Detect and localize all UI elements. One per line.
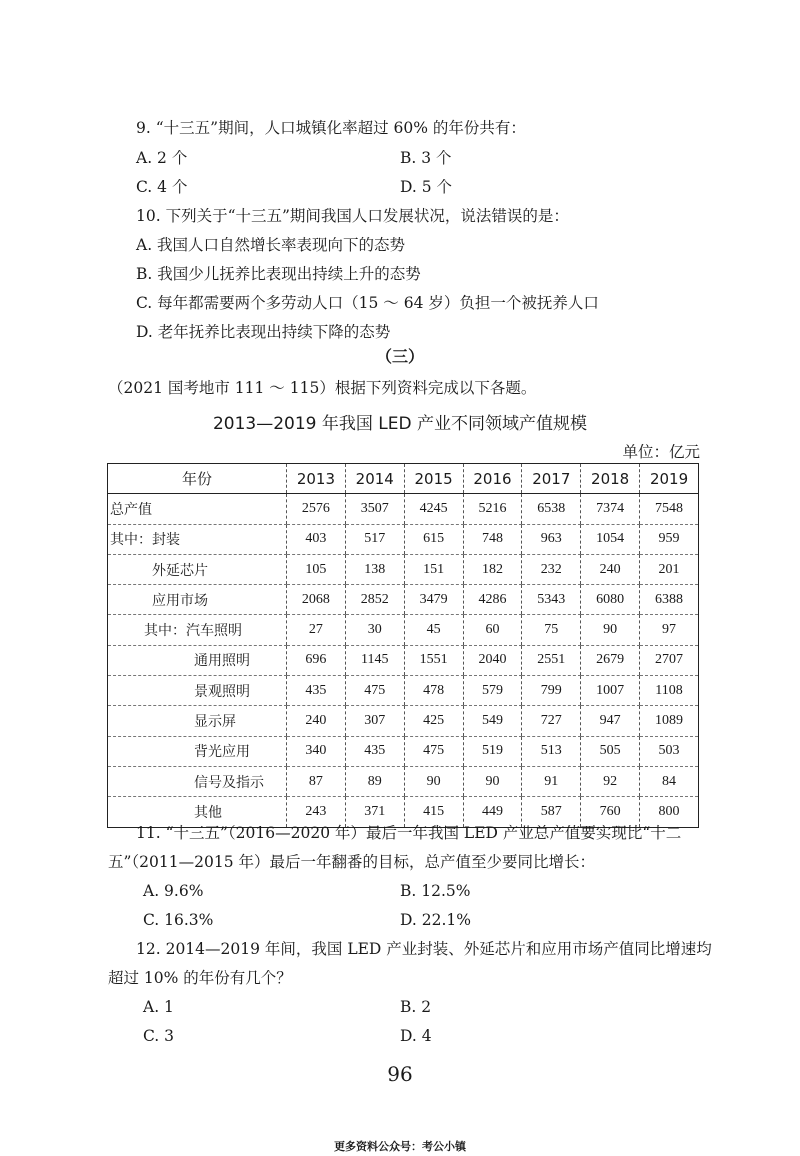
table-cell: 503 (640, 736, 699, 766)
question-11-option-c[interactable]: C. 16.3% (143, 911, 214, 929)
table-cell: 4286 (463, 585, 522, 615)
table-cell: 963 (522, 524, 581, 554)
table-cell: 2068 (287, 585, 346, 615)
table-cell: 201 (640, 554, 699, 584)
table-cell: 519 (463, 736, 522, 766)
row-label: 其中：汽车照明 (108, 615, 287, 645)
table-cell: 91 (522, 766, 581, 796)
question-11-option-b[interactable]: B. 12.5% (400, 882, 471, 900)
table-cell: 587 (522, 797, 581, 827)
table-cell: 371 (345, 797, 404, 827)
table-cell: 760 (581, 797, 640, 827)
table-cell: 7374 (581, 494, 640, 524)
table-cell: 727 (522, 706, 581, 736)
row-label: 应用市场 (108, 585, 287, 615)
table-cell: 138 (345, 554, 404, 584)
table-cell: 30 (345, 615, 404, 645)
table-cell: 1551 (404, 645, 463, 675)
header-year: 2013 (287, 464, 346, 494)
question-11-option-a[interactable]: A. 9.6% (143, 882, 204, 900)
row-label: 信号及指示 (108, 766, 287, 796)
table-cell: 4245 (404, 494, 463, 524)
table-cell: 615 (404, 524, 463, 554)
question-10-option-b[interactable]: B. 我国少儿抚养比表现出持续上升的态势 (136, 265, 421, 283)
table-cell: 478 (404, 676, 463, 706)
header-year: 2016 (463, 464, 522, 494)
page-number: 96 (387, 1062, 413, 1086)
table-cell: 1108 (640, 676, 699, 706)
table-cell: 800 (640, 797, 699, 827)
header-year: 2014 (345, 464, 404, 494)
table-cell: 449 (463, 797, 522, 827)
table-cell: 240 (287, 706, 346, 736)
table-cell: 2576 (287, 494, 346, 524)
table-cell: 60 (463, 615, 522, 645)
table-cell: 97 (640, 615, 699, 645)
table-cell: 307 (345, 706, 404, 736)
table-cell: 513 (522, 736, 581, 766)
table-cell: 7548 (640, 494, 699, 524)
question-10-option-d[interactable]: D. 老年抚养比表现出持续下降的态势 (136, 323, 391, 341)
table-cell: 696 (287, 645, 346, 675)
table-cell: 243 (287, 797, 346, 827)
table-cell: 475 (345, 676, 404, 706)
table-cell: 435 (287, 676, 346, 706)
table-cell: 579 (463, 676, 522, 706)
section-heading: （三） (375, 347, 424, 366)
table-cell: 45 (404, 615, 463, 645)
table-cell: 475 (404, 736, 463, 766)
question-12-option-a[interactable]: A. 1 (143, 998, 174, 1016)
header-year: 2019 (640, 464, 699, 494)
table-cell: 1145 (345, 645, 404, 675)
table-cell: 90 (463, 766, 522, 796)
table-cell: 549 (463, 706, 522, 736)
table-cell: 5343 (522, 585, 581, 615)
header-year: 2015 (404, 464, 463, 494)
table-cell: 517 (345, 524, 404, 554)
table-cell: 75 (522, 615, 581, 645)
row-label: 其中：封装 (108, 524, 287, 554)
row-label: 其他 (108, 797, 287, 827)
table-cell: 92 (581, 766, 640, 796)
footer-note: 更多资料公众号：考公小镇 (334, 1140, 466, 1153)
table-row (108, 615, 699, 645)
table-row (108, 524, 699, 554)
row-label: 外延芯片 (108, 554, 287, 584)
question-9-option-b[interactable]: B. 3 个 (400, 149, 452, 167)
table-cell: 5216 (463, 494, 522, 524)
row-label: 总产值 (108, 494, 287, 524)
table-cell: 105 (287, 554, 346, 584)
question-12-stem-line1: 12. 2014—2019 年间，我国 LED 产业封装、外延芯片和应用市场产值同比增速均 (136, 940, 712, 958)
table-row (108, 554, 699, 584)
question-10-stem: 10. 下列关于“十三五”期间我国人口发展状况，说法错误的是： (136, 207, 569, 225)
header-year: 2018 (581, 464, 640, 494)
table-cell: 505 (581, 736, 640, 766)
table-row (108, 494, 699, 524)
row-label: 背光应用 (108, 736, 287, 766)
question-9-option-a[interactable]: A. 2 个 (136, 149, 188, 167)
table-cell: 6080 (581, 585, 640, 615)
question-9-option-c[interactable]: C. 4 个 (136, 178, 188, 196)
row-label: 通用照明 (108, 645, 287, 675)
question-10-option-a[interactable]: A. 我国人口自然增长率表现向下的态势 (136, 236, 406, 254)
table-cell: 340 (287, 736, 346, 766)
question-12-option-b[interactable]: B. 2 (400, 998, 432, 1016)
table-cell: 415 (404, 797, 463, 827)
table-cell: 6538 (522, 494, 581, 524)
table-cell: 3507 (345, 494, 404, 524)
table-row (108, 676, 699, 706)
question-12-stem-line2: 超过 10% 的年份有几个？ (108, 969, 292, 987)
table-header-row (108, 464, 699, 494)
table-cell: 2040 (463, 645, 522, 675)
question-9-option-d[interactable]: D. 5 个 (400, 178, 453, 196)
table-cell: 748 (463, 524, 522, 554)
table-cell: 425 (404, 706, 463, 736)
table-cell: 1054 (581, 524, 640, 554)
table-cell: 90 (581, 615, 640, 645)
table-row (108, 645, 699, 675)
header-year-label: 年份 (108, 464, 287, 494)
table-cell: 2852 (345, 585, 404, 615)
section-intro: （2021 国考地市 111 ～ 115）根据下列资料完成以下各题。 (108, 379, 537, 397)
led-output-table (107, 463, 699, 828)
table-cell: 87 (287, 766, 346, 796)
row-label: 显示屏 (108, 706, 287, 736)
table-cell: 84 (640, 766, 699, 796)
table-cell: 240 (581, 554, 640, 584)
table-cell: 3479 (404, 585, 463, 615)
table-cell: 151 (404, 554, 463, 584)
question-11-option-d[interactable]: D. 22.1% (400, 911, 471, 929)
question-10-option-c[interactable]: C. 每年都需要两个多劳动人口（15 ～ 64 岁）负担一个被抚养人口 (136, 294, 599, 312)
table-cell: 2551 (522, 645, 581, 675)
row-label: 景观照明 (108, 676, 287, 706)
question-9-stem: 9. “十三五”期间，人口城镇化率超过 60% 的年份共有： (136, 119, 526, 137)
table-cell: 2707 (640, 645, 699, 675)
table-cell: 959 (640, 524, 699, 554)
question-11-stem-line1: 11. “十三五”（2016—2020 年）最后一年我国 LED 产业总产值要实现比“十二 (136, 824, 682, 842)
table-cell: 182 (463, 554, 522, 584)
table-row (108, 736, 699, 766)
table-cell: 435 (345, 736, 404, 766)
table-cell: 403 (287, 524, 346, 554)
table-row (108, 766, 699, 796)
header-year: 2017 (522, 464, 581, 494)
table-row (108, 585, 699, 615)
question-11-stem-line2: 五”（2011—2015 年）最后一年翻番的目标，总产值至少要同比增长： (108, 853, 595, 871)
table-unit: 单位：亿元 (622, 443, 700, 461)
table-cell: 2679 (581, 645, 640, 675)
table-cell: 89 (345, 766, 404, 796)
table-cell: 90 (404, 766, 463, 796)
table-cell: 947 (581, 706, 640, 736)
table-cell: 232 (522, 554, 581, 584)
table-cell: 799 (522, 676, 581, 706)
table-title: 2013—2019 年我国 LED 产业不同领域产值规模 (212, 414, 588, 434)
question-12-option-d[interactable]: D. 4 (400, 1027, 432, 1045)
table-cell: 1007 (581, 676, 640, 706)
question-12-option-c[interactable]: C. 3 (143, 1027, 175, 1045)
table-cell: 6388 (640, 585, 699, 615)
table-row (108, 706, 699, 736)
table-cell: 1089 (640, 706, 699, 736)
table-cell: 27 (287, 615, 346, 645)
